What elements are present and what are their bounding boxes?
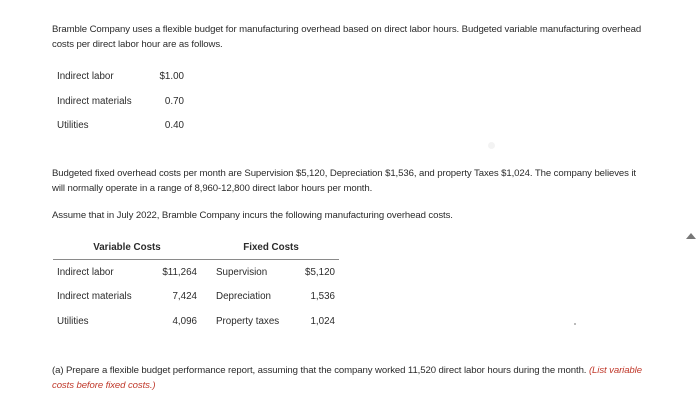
fixed-overhead-paragraph: Budgeted fixed overhead costs per month are Supervision $5,120, Depreciation $1,536, and property Taxes $1,024. The company believes it will normally operate in a range of 8,960-12,800 direct labor hours per month.	[52, 168, 637, 194]
variable-value-indirect-labor: $11,264	[162, 267, 197, 278]
rate-label-utilities: Utilities	[57, 120, 89, 131]
photo-speck	[574, 323, 576, 325]
header-divider	[53, 259, 339, 260]
question-instruction: (List variable costs before fixed costs.)	[52, 365, 642, 391]
rate-value-indirect-labor: $1.00	[159, 71, 184, 82]
variable-label-utilities: Utilities	[57, 316, 89, 327]
rate-label-indirect-materials: Indirect materials	[57, 96, 132, 107]
variable-label-indirect-labor: Indirect labor	[57, 267, 114, 278]
fixed-value-supervision: $5,120	[305, 267, 335, 278]
cursor-icon	[686, 233, 696, 239]
glare-dot	[488, 142, 495, 149]
variable-costs-header: Variable Costs	[93, 242, 161, 253]
question-text: (a) Prepare a flexible budget performance report, assuming that the company worked 11,520 direct labor hours during the month.	[52, 365, 587, 376]
intro-paragraph: Bramble Company uses a flexible budget for manufacturing overhead based on direct labor hours. Budgeted variable manufacturing overhead costs per direct labor hour are as follows.	[52, 24, 642, 50]
fixed-value-property-taxes: 1,024	[310, 316, 335, 327]
rate-value-indirect-materials: 0.70	[164, 96, 184, 107]
fixed-value-depreciation: 1,536	[310, 291, 335, 302]
fixed-label-property-taxes: Property taxes	[216, 316, 280, 327]
variable-value-utilities: 4,096	[172, 316, 197, 327]
variable-label-indirect-materials: Indirect materials	[57, 291, 132, 302]
fixed-costs-header: Fixed Costs	[243, 242, 299, 253]
rate-value-utilities: 0.40	[164, 120, 184, 131]
overhead-cost-table	[53, 236, 339, 336]
variable-value-indirect-materials: 7,424	[172, 291, 197, 302]
question-a	[52, 363, 662, 393]
fixed-label-supervision: Supervision	[216, 267, 268, 278]
assume-paragraph: Assume that in July 2022, Bramble Company incurs the following manufacturing overhead costs.	[52, 210, 453, 221]
rate-label-indirect-labor: Indirect labor	[57, 71, 114, 82]
fixed-label-depreciation: Depreciation	[216, 291, 272, 302]
